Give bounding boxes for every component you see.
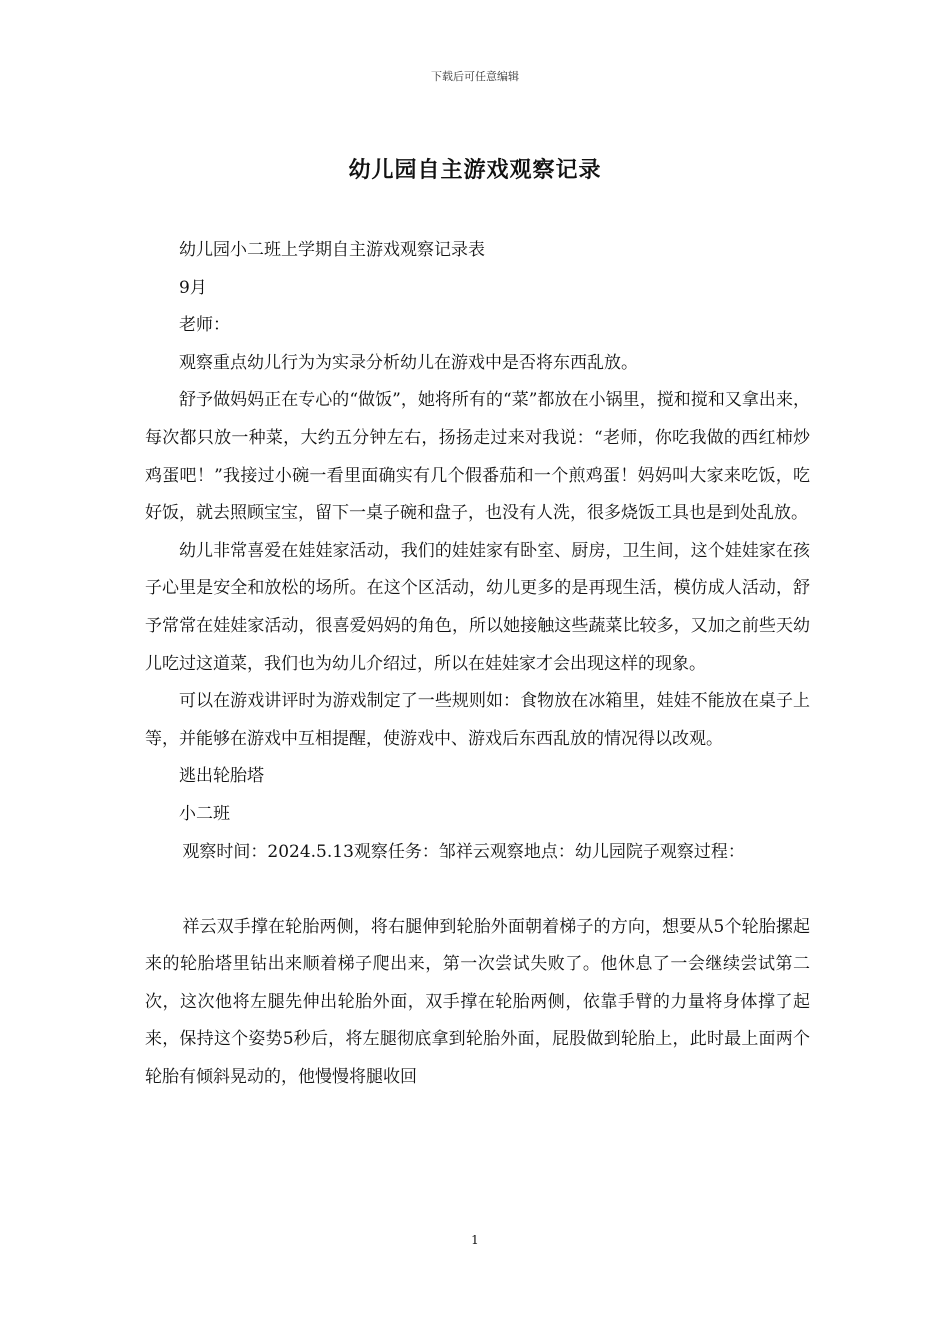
paragraph-measures: 可以在游戏讲评时为游戏制定了一些规则如：食物放在冰箱里，娃娃不能放在桌子上等，并能够在游戏中互相提醒，使游戏中、游戏后东西乱放的情况得以改观。 bbox=[145, 691, 810, 749]
page-number: 1 bbox=[471, 1233, 479, 1247]
paragraph-form-title: 幼儿园小二班上学期自主游戏观察记录表 bbox=[179, 240, 485, 260]
page-header-note: 下载后可任意编辑 bbox=[431, 70, 519, 83]
document-body bbox=[145, 232, 810, 1097]
document-title: 幼儿园自主游戏观察记录 bbox=[348, 157, 602, 183]
paragraph-class: 小二班 bbox=[179, 803, 230, 824]
paragraph-record: 舒予做妈妈正在专心的“做饭”，她将所有的“菜”都放在小锅里，搅和搅和又拿出来，每次都只放一种菜，大约五分钟左右，扬扬走过来对我说：“老师，你吃我做的西红柿炒鸡蛋吧！”我接过小碗一看里面确实有几个假番茄和一个煎鸡蛋！妈妈叫大家来吃饭，吃好饭，就去照顾宝宝，留下一桌子碗和盘子，也没有人洗，很多烧饭工具也是到处乱放。 bbox=[145, 390, 810, 524]
paragraph-activity-title: 逃出轮胎塔 bbox=[179, 766, 264, 787]
paragraph-observation-info: 观察时间：2024.5.13观察任务：邹祥云观察地点：幼儿园院子观察过程： bbox=[182, 841, 745, 862]
paragraph-analysis: 幼儿非常喜爱在娃娃家活动，我们的娃娃家有卧室、厨房，卫生间，这个娃娃家在孩子心里是安全和放松的场所。在这个区活动，幼儿更多的是再现生活，模仿成人活动，舒予常常在娃娃家活动，很喜爱妈妈的角色，所以她接触这些蔬菜比较多，又加之前些天幼儿吃过这道菜，我们也为幼儿介绍过，所以在娃娃家才会出现这样的现象。 bbox=[145, 540, 810, 674]
paragraph-observation-focus: 观察重点幼儿行为为实录分析幼儿在游戏中是否将东西乱放。 bbox=[179, 352, 638, 373]
paragraph-teacher: 老师： bbox=[179, 315, 230, 336]
paragraph-observation-process: 祥云双手撑在轮胎两侧，将右腿伸到轮胎外面朝着梯子的方向，想要从5个轮胎摞起来的轮胎塔里钻出来顺着梯子爬出来，第一次尝试失败了。他休息了一会继续尝试第二次，这次他将左腿先伸出轮胎外面，双手撑在轮胎两侧，依靠手臂的力量将身体撑了起来，保持这个姿势5秒后，将左腿彻底拿到轮胎外面，屁股做到轮胎上，此时最上面两个轮胎有倾斜晃动的，他慢慢将腿收回 bbox=[145, 916, 810, 1088]
paragraph-month: 9月 bbox=[179, 277, 207, 298]
